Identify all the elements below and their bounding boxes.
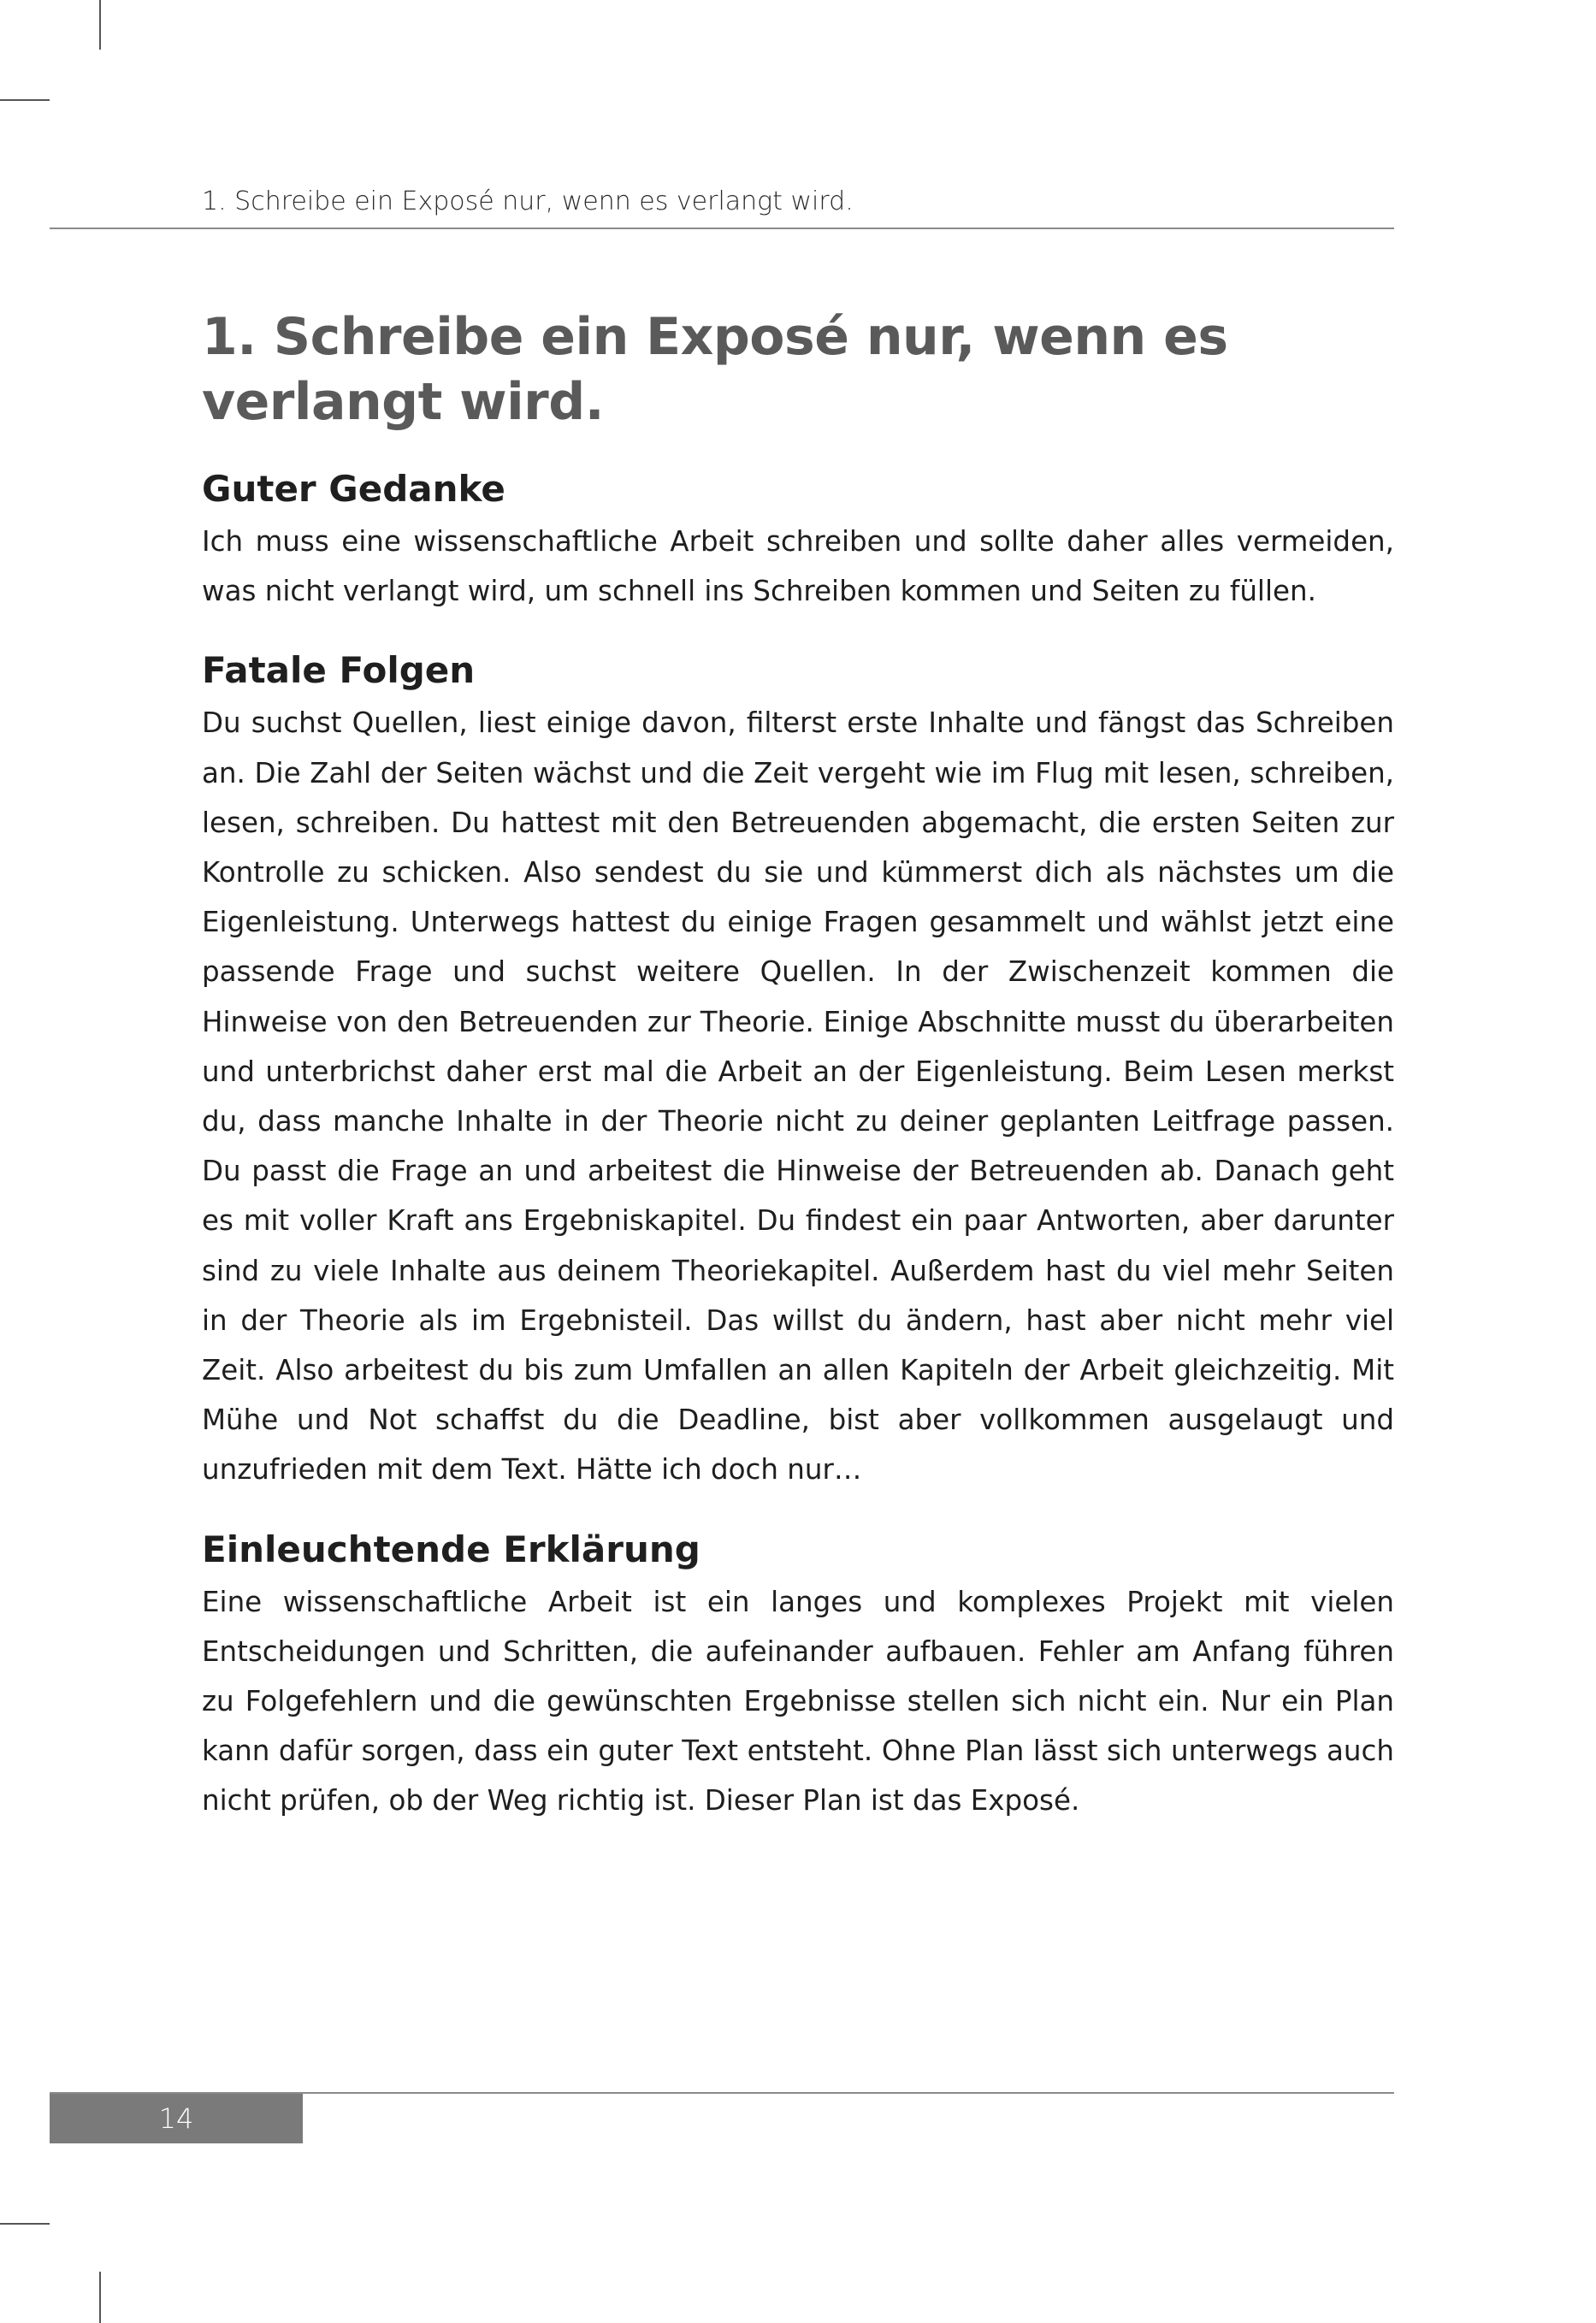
section-body-guter-gedanke: Ich muss eine wissenschaftliche Arbeit schreiben und sollte daher alles vermeiden, was nicht verlangt wird, um schnell ins Schreiben kommen und Seiten zu füllen. xyxy=(202,525,1394,608)
page-content xyxy=(202,304,1394,1826)
crop-mark-bottom-horizontal xyxy=(0,2223,50,2225)
section-heading-einleuchtende-erklaerung: Einleuchtende Erklärung xyxy=(202,1528,700,1570)
crop-mark-top-vertical xyxy=(99,0,101,50)
crop-mark-bottom-vertical xyxy=(99,2272,101,2323)
section-body-einleuchtende-erklaerung: Eine wissenschaftliche Arbeit ist ein langes und komplexes Projekt mit vielen Entscheidungen und Schritten, die aufeinander aufbauen. Fehler am Anfang führen zu Folgefehlern und die gewünschten Ergebnisse stellen sich nicht ein. Nur ein Plan kann dafür sorgen, dass ein guter Text entsteht. Ohne Plan lässt sich unterwegs auch nicht prüfen, ob der Weg richtig ist. Dieser Plan ist das Exposé. xyxy=(202,1585,1394,1818)
running-header: 1. Schreibe ein Exposé nur, wenn es verlangt wird. xyxy=(202,186,854,216)
header-rule xyxy=(50,228,1394,229)
page-number-box xyxy=(50,2094,303,2143)
chapter-title: 1. Schreibe ein Exposé nur, wenn es verlangt wird. xyxy=(202,307,1228,432)
page-number: 14 xyxy=(158,2102,194,2135)
crop-mark-top-horizontal xyxy=(0,99,50,101)
section-body-fatale-folgen: Du suchst Quellen, liest einige davon, filterst erste Inhalte und fängst das Schreiben an. Die Zahl der Seiten wächst und die Zeit vergeht wie im Flug mit lesen, schreiben, lesen, schreiben. Du hattest mit den Betreuenden abgemacht, die ersten Seiten zur Kontrolle zu schicken. Also sendest du sie und kümmerst dich als nächstes um die Eigenleistung. Unterwegs hattest du einige Fragen gesammelt und wählst jetzt eine passende Frage und suchst weitere Quellen. In der Zwischenzeit kommen die Hinweise von den Betreuenden zur Theorie. Einige Abschnitte musst du überarbeiten und unterbrichst daher erst mal die Arbeit an der Eigenleistung. Beim Lesen merkst du, dass manche Inhalte in der Theorie nicht zu deiner geplanten Leitfrage passen. Du passt die Frage an und arbeitest die Hinweise der Betreuenden ab. Danach geht es mit voller Kraft ans Ergebniskapitel. Du findest ein paar Antworten, aber darunter sind zu viele Inhalte aus deinem Theoriekapitel. Außerdem hast du viel mehr Seiten in der Theorie als im Ergebnisteil. Das willst du ändern, hast aber nicht mehr viel Zeit. Also arbeitest du bis zum Umfallen an allen Kapiteln der Arbeit gleichzeitig. Mit Mühe und Not schaffst du die Deadline, bist aber vollkommen ausgelaugt und unzufrieden mit dem Text. Hätte ich doch nur… xyxy=(202,706,1394,1487)
section-heading-guter-gedanke: Guter Gedanke xyxy=(202,468,505,510)
section-heading-fatale-folgen: Fatale Folgen xyxy=(202,649,476,692)
